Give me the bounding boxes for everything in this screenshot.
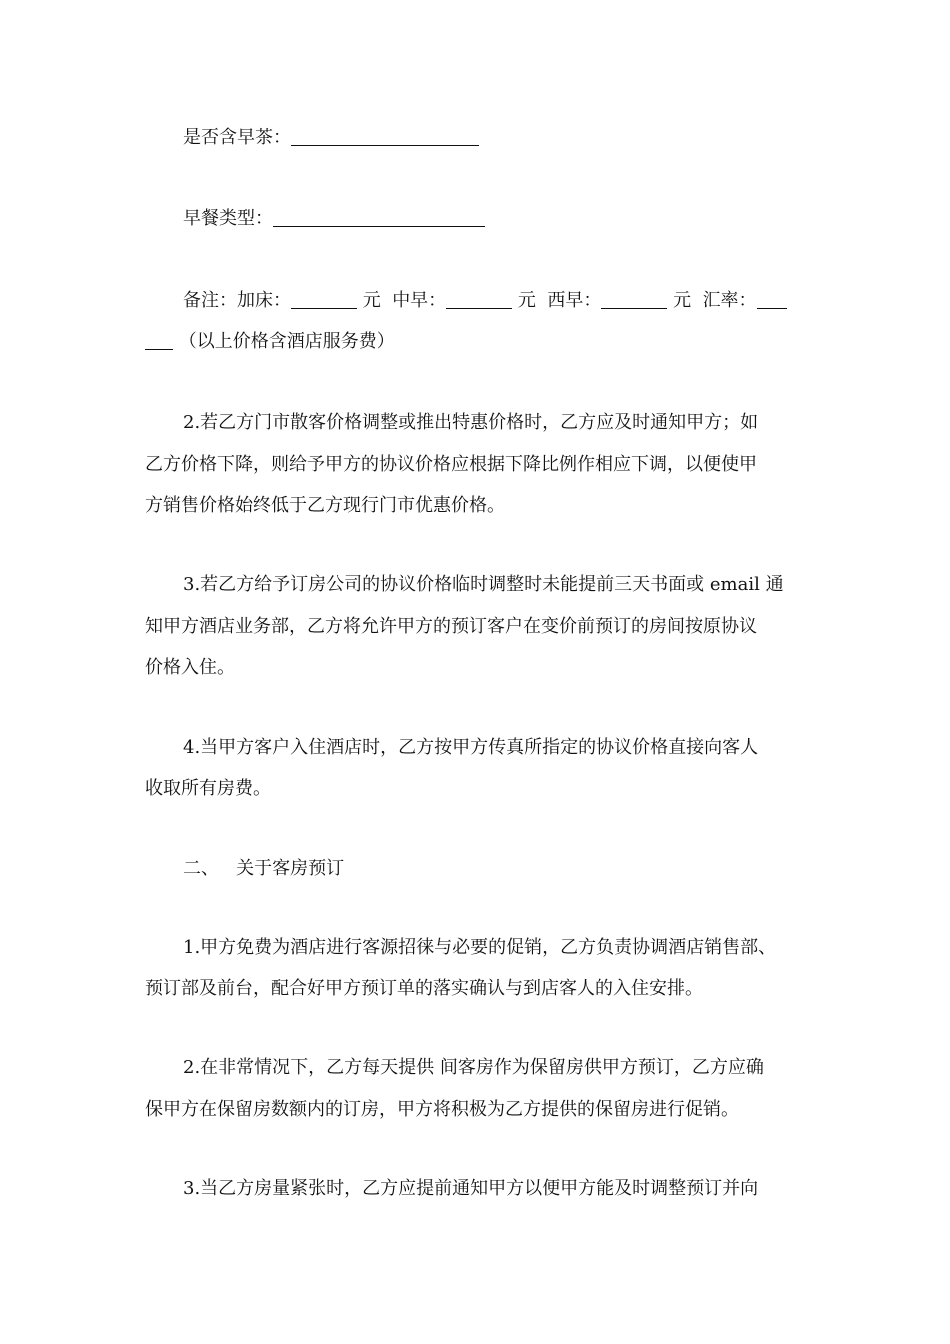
fill-in-blank [273, 208, 485, 227]
remarks-note: （以上价格含酒店服务费） [178, 331, 395, 352]
clause-line: 收取所有房费。 [145, 778, 271, 799]
fill-in-blank [757, 290, 787, 309]
exchange-rate-label: 汇率： [702, 290, 757, 311]
clause-line: 方销售价格始终低于乙方现行门市优惠价格。 [145, 495, 505, 516]
fill-in-blank [601, 290, 667, 309]
clause-line: 1.甲方免费为酒店进行客源招徕与必要的促销，乙方负责协调酒店销售部、 [183, 937, 777, 958]
clause-line: 4.当甲方客户入住酒店时，乙方按甲方传真所指定的协议价格直接向客人 [183, 737, 759, 758]
field-breakfast-type [183, 208, 853, 230]
clause-line: 预订部及前台，配合好甲方预订单的落实确认与到店客人的入住安排。 [145, 978, 703, 999]
section-number: 二、 [183, 858, 219, 879]
unit-yuan: 元 [517, 290, 536, 311]
clause-line: 价格入住。 [145, 657, 235, 678]
clause-line: 乙方价格下降，则给予甲方的协议价格应根据下降比例作相应下调，以便使甲 [145, 454, 757, 475]
remarks-continuation [145, 331, 815, 353]
clause-line: 3.当乙方房量紧张时，乙方应提前通知甲方以便甲方能及时调整预订并向 [183, 1178, 759, 1199]
fill-in-blank [291, 127, 479, 146]
field-label: 早餐类型： [183, 208, 273, 229]
field-remarks [183, 290, 853, 312]
unit-yuan: 元 [362, 290, 381, 311]
field-label: 是否含早茶： [183, 127, 291, 148]
remarks-label: 备注： [183, 290, 237, 311]
fill-in-blank [145, 331, 173, 350]
clause-line: 保甲方在保留房数额内的订房，甲方将积极为乙方提供的保留房进行促销。 [145, 1099, 739, 1120]
field-breakfast-tea [183, 127, 853, 149]
clause-line: 2.在非常情况下，乙方每天提供 间客房作为保留房供甲方预订，乙方应确 [183, 1057, 764, 1078]
western-breakfast-label: 西早： [547, 290, 602, 311]
fill-in-blank [291, 290, 357, 309]
chinese-breakfast-label: 中早： [392, 290, 447, 311]
fill-in-blank [446, 290, 512, 309]
extra-bed-label: 加床： [237, 290, 291, 311]
clause-line: 2.若乙方门市散客价格调整或推出特惠价格时，乙方应及时通知甲方；如 [183, 412, 759, 433]
section-heading [183, 858, 853, 880]
clause-line: 知甲方酒店业务部，乙方将允许甲方的预订客户在变价前预订的房间按原协议 [145, 616, 757, 637]
clause-line: 3.若乙方给予订房公司的协议价格临时调整时未能提前三天书面或 email 通 [183, 574, 784, 595]
unit-yuan: 元 [673, 290, 692, 311]
section-title: 关于客房预订 [236, 858, 345, 879]
